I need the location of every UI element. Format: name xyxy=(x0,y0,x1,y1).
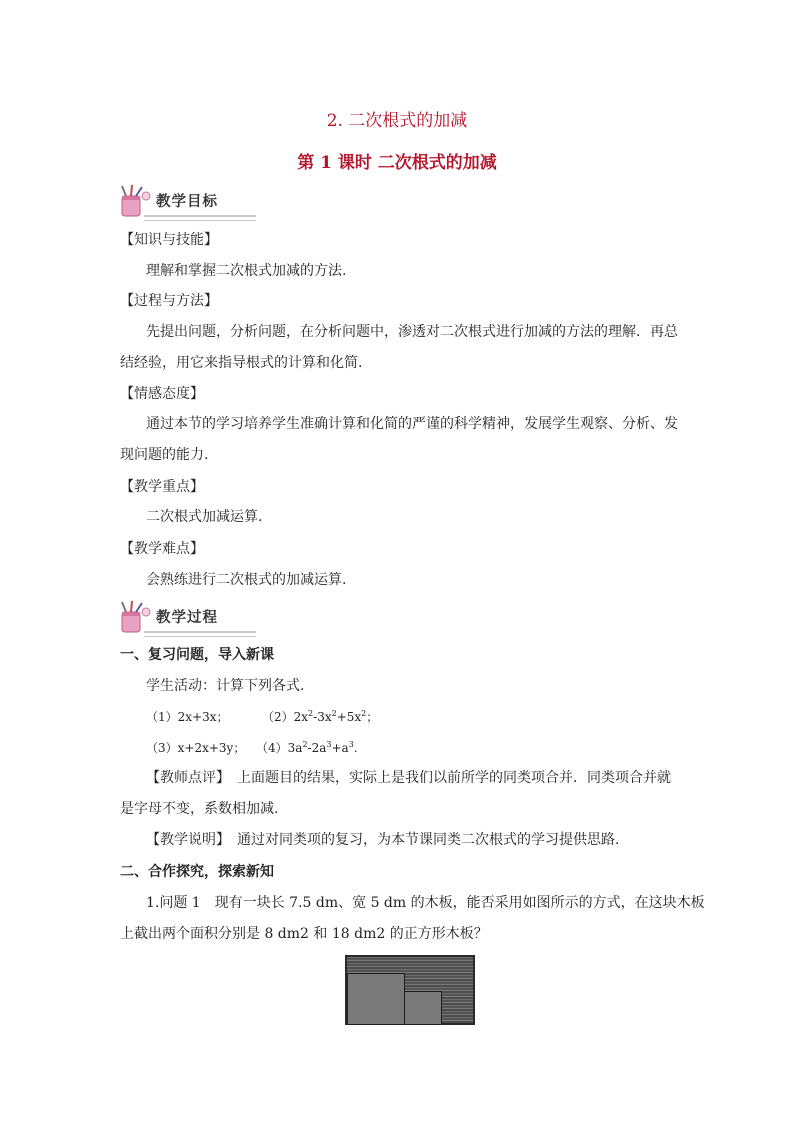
large-square-board xyxy=(347,973,405,1025)
teacher-comment-2: 是字母不变，系数相加减. xyxy=(120,801,279,817)
banner-process-label: 教学过程 xyxy=(156,610,218,626)
exponent: 2 xyxy=(361,709,367,718)
exercise-4-part: （4）3a xyxy=(256,741,303,755)
section-1-title: 一、复习问题，导入新课 xyxy=(120,647,274,663)
exercise-1: （1）2x+3x； xyxy=(146,710,229,724)
exercise-4-part: -2a xyxy=(307,741,327,755)
exercise-2 xyxy=(262,707,378,727)
process-method-heading: 【过程与方法】 xyxy=(120,293,218,309)
section-2-title: 二、合作探究，探索新知 xyxy=(120,864,274,880)
wood-board-figure xyxy=(345,955,475,1025)
banner-process xyxy=(116,600,256,634)
banner-objectives-label: 教学目标 xyxy=(156,194,218,210)
difficulty-heading: 【教学难点】 xyxy=(120,541,204,557)
process-method-text-2: 结经验，用它来指导根式的计算和化简. xyxy=(120,355,363,371)
difficulty-text: 会熟练进行二次根式的加减运算. xyxy=(146,572,347,588)
exercise-3: （3）x+2x+3y； xyxy=(146,741,246,755)
teaching-note: 【教学说明】 通过对同类项的复习，为本节课同类二次根式的学习提供思路. xyxy=(146,832,620,848)
attitude-text-2: 现问题的能力. xyxy=(120,447,209,463)
exponent: 3 xyxy=(326,740,332,749)
banner-objectives xyxy=(116,184,256,218)
banner-underline xyxy=(144,625,256,633)
exercise-2-part: -3x xyxy=(313,710,332,724)
attitude-heading: 【情感态度】 xyxy=(120,386,204,402)
small-square-board xyxy=(404,991,442,1025)
exercise-4 xyxy=(256,738,358,758)
exercise-4-part: . xyxy=(353,741,358,755)
exponent: 2 xyxy=(302,740,308,749)
exercise-2-part: ； xyxy=(366,710,379,724)
exercise-4-part: +a xyxy=(331,741,349,755)
process-method-text-1: 先提出问题，分析问题，在分析问题中，渗透对二次根式进行加减的方法的理解．再总 xyxy=(146,324,678,340)
exponent: 3 xyxy=(348,740,354,749)
exponent: 2 xyxy=(331,709,337,718)
lesson-subtitle: 第 1 课时 二次根式的加减 xyxy=(297,153,497,173)
knowledge-text: 理解和掌握二次根式加减的方法. xyxy=(146,263,347,279)
banner-underline xyxy=(144,209,256,217)
problem-1-line-2: 上截出两个面积分别是 8 dm2 和 18 dm2 的正方形木板？ xyxy=(120,926,488,942)
teacher-comment-1: 【教师点评】 上面题目的结果，实际上是我们以前所学的同类项合并．同类项合并就 xyxy=(146,770,671,786)
student-activity: 学生活动：计算下列各式. xyxy=(146,678,305,694)
page-title: 2. 二次根式的加减 xyxy=(326,111,468,131)
exercise-2-part: +5x xyxy=(336,710,362,724)
exercise-2-part: （2）2x xyxy=(262,710,309,724)
key-point-text: 二次根式加减运算. xyxy=(146,509,263,525)
exponent: 2 xyxy=(308,709,314,718)
knowledge-heading: 【知识与技能】 xyxy=(120,232,218,248)
attitude-text-1: 通过本节的学习培养学生准确计算和化简的严谨的科学精神，发展学生观察、分析、发 xyxy=(146,416,678,432)
key-point-heading: 【教学重点】 xyxy=(120,479,204,495)
problem-1-line-1: 1.问题 1 现有一块长 7.5 dm、宽 5 dm 的木板，能否采用如图所示的方式，在这块木板 xyxy=(146,895,705,911)
